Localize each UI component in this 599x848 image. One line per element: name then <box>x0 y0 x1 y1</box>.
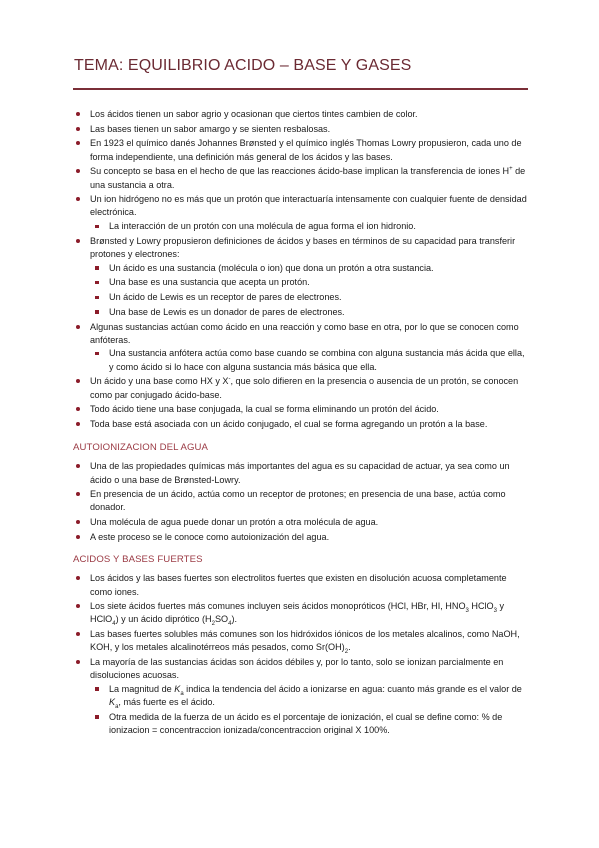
sub-list-item: Un ácido de Lewis es un receptor de pares de electrones. <box>90 291 529 304</box>
list-item: Las bases tienen un sabor amargo y se sienten resbalosas. <box>73 123 529 136</box>
sub-list <box>90 347 529 373</box>
list-item: Brønsted y Lowry propusieron definiciones de ácidos y bases en términos de su capacidad para transferir protones y electrones: Un ácido es una sustancia (molécula o ion) que dona un protón a otra sustancia. Una base es una sustancia que acepta un protón. Un ácido de Lewis es un receptor de pares de electrones. Una base de Lewis es un donador de pares de electrones. <box>73 235 529 319</box>
sub-list-item: Otra medida de la fuerza de un ácido es el porcentaje de ionización, el cual se define como: % de ionizacion = concentraccion ionizada/concentraccion original X 100%. <box>90 711 529 737</box>
list-item: En 1923 el químico danés Johannes Brønsted y el químico inglés Thomas Lowry propusieron, cada uno de forma independiente, una definición más general de los ácidos y las bases. <box>73 137 529 163</box>
sub-list <box>90 262 529 319</box>
list-item: Algunas sustancias actúan como ácido en una reacción y como base en otra, por lo que se conocen como anfóteras. Una sustancia anfótera actúa como base cuando se combina con alguna sustancia más ácida que ella, y como ácido si lo hace con alguna sustancia más básica que ella. <box>73 321 529 374</box>
list-item: Un ácido y una base como HX y X-, que solo difieren en la presencia o ausencia de un protón, se conocen como par conjugado ácido-base. <box>73 375 529 401</box>
sub-list-item: Una base de Lewis es un donador de pares de electrones. <box>90 306 529 319</box>
list-item: Los ácidos tienen un sabor agrio y ocasionan que ciertos tintes cambien de color. <box>73 108 529 121</box>
list-item: A este proceso se le conoce como autoionización del agua. <box>73 531 529 544</box>
list-item: Los ácidos y las bases fuertes son electrolitos fuertes que existen en disolución acuosa completamente como iones. <box>73 572 529 598</box>
list-item: Toda base está asociada con un ácido conjugado, el cual se forma agregando un protón a la base. <box>73 418 529 431</box>
document-body <box>73 108 529 739</box>
sub-list-item: Una sustancia anfótera actúa como base cuando se combina con alguna sustancia más ácida que ella, y como ácido si lo hace con alguna sustancia más básica que ella. <box>90 347 529 373</box>
section-heading-acidos-bases: ACIDOS Y BASES FUERTES <box>73 554 203 566</box>
sub-list-item: Una base es una sustancia que acepta un protón. <box>90 276 529 289</box>
list-item: Un ion hidrógeno no es más que un protón que interactuaría intensamente con cualquier fuente de densidad electrónica. La interacción de un protón con una molécula de agua forma el ion hidronio. <box>73 193 529 233</box>
list-item: Una molécula de agua puede donar un protón a otra molécula de agua. <box>73 516 529 529</box>
section2-list <box>73 460 529 544</box>
section1-list <box>73 108 529 431</box>
sub-list <box>90 683 529 737</box>
sub-list-item: Un ácido es una sustancia (molécula o ion) que dona un protón a otra sustancia. <box>90 262 529 275</box>
page-title: TEMA: EQUILIBRIO ACIDO – BASE Y GASES <box>74 57 412 74</box>
sub-list-item: La interacción de un protón con una molécula de agua forma el ion hidronio. <box>90 220 529 233</box>
list-item: Una de las propiedades químicas más importantes del agua es su capacidad de actuar, ya sea como un ácido o una base de Brønsted-Lowry. <box>73 460 529 486</box>
list-item: La mayoría de las sustancias ácidas son ácidos débiles y, por lo tanto, solo se ionizan parcialmente en disoluciones acuosas. La magnitud de $K_a$ indica la tendencia del ácido a ionizarse en agua: cuanto más grande es el valor de $K_a$, más fuerte es el ácido. Otra medida de la fuerza de un ácido es el porcentaje de ionización, el cual se define como: % de ionizacion = concentraccion ionizada/concentraccion original X 100%. <box>73 656 529 737</box>
list-item: Su concepto se basa en el hecho de que las reacciones ácido-base implican la transferencia de iones H+ de una sustancia a otra. <box>73 165 529 191</box>
list-item: Las bases fuertes solubles más comunes son los hidróxidos iónicos de los metales alcalinos, como NaOH, KOH, y los metales alcalinotérreos más pesados, como $Sr(OH)_2$. <box>73 628 529 654</box>
list-item: En presencia de un ácido, actúa como un receptor de protones; en presencia de una base, actúa como donador. <box>73 488 529 514</box>
sub-list-item: La magnitud de $K_a$ indica la tendencia del ácido a ionizarse en agua: cuanto más grande es el valor de $K_a$, más fuerte es el ácido. <box>90 683 529 709</box>
list-item: Los siete ácidos fuertes más comunes incluyen seis ácidos monopróticos (HCl, HBr, HI, $HNO_3$ HClO$_3$ y HClO$_4$) y un ácido diprótico $(H_2SO_4)$. <box>73 600 529 626</box>
list-item: Todo ácido tiene una base conjugada, la cual se forma eliminando un protón del ácido. <box>73 403 529 416</box>
section3-list <box>73 572 529 737</box>
section-heading-autoionizacion: AUTOIONIZACION DEL AGUA <box>73 442 209 454</box>
title-divider <box>73 88 528 90</box>
sub-list <box>90 220 529 233</box>
